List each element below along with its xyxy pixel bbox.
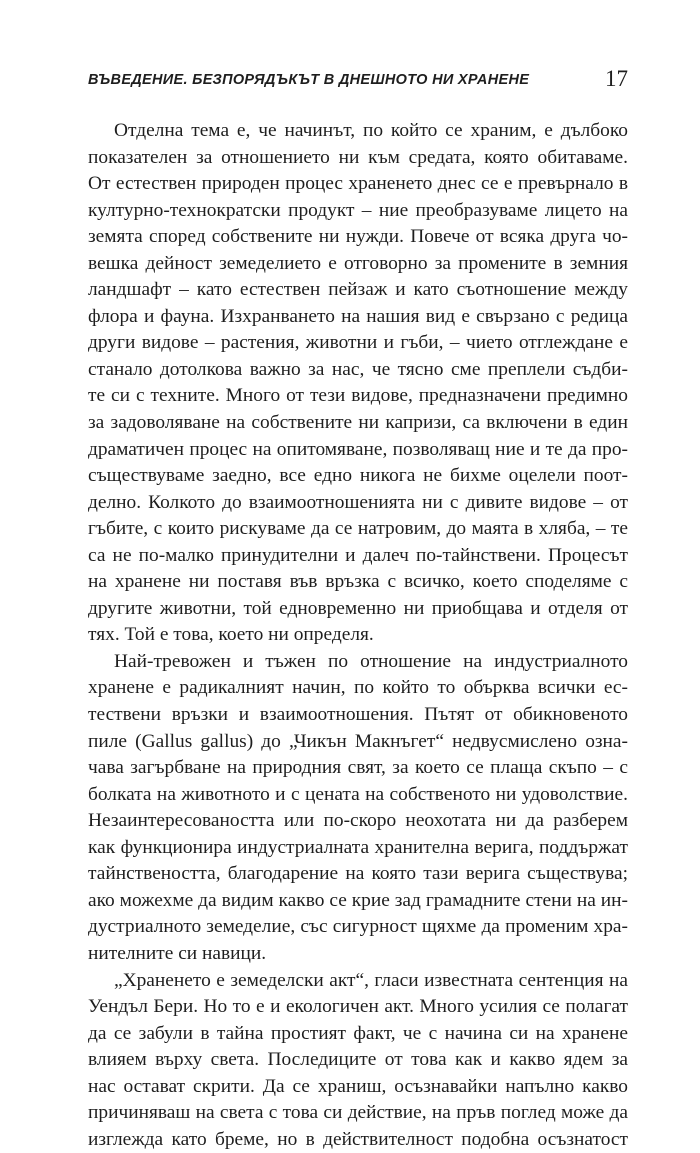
text-line: Най-тревожен и тъжен по отношение на индустриалното [88,649,628,676]
text-line: болката на животното и с цената на собственото ни удоволствие. [88,782,628,809]
body-text [88,118,628,1153]
text-line: други видове – растения, животни и гъби, – чието отглеждане е [88,330,628,357]
text-line: как функционира индустриалната хранителна верига, поддържат [88,835,628,862]
text-line: културно-технократски продукт – ние преобразуваме лицето на [88,198,628,225]
text-line: за задоволяване на собствените ни капризи, са включени в един [88,410,628,437]
text-line: станало дотолкова важно за нас, че тясно сме преплели съдби- [88,357,628,384]
text-line: пиле (Gallus gallus) до „Чикън Макнъгет“ недвусмислено озна- [88,729,628,756]
text-line: нас остават скрити. Да се храниш, осъзнавайки напълно какво [88,1074,628,1101]
paragraph [88,968,628,1153]
text-line: флора и фауна. Изхранването на нашия вид е свързано с редица [88,304,628,331]
running-header [88,64,628,104]
text-line: на хранене ни поставя във връзка с всичко, което споделяме с [88,569,628,596]
text-line: чава загърбване на природния свят, за което се плаща скъпо – с [88,755,628,782]
text-line: другите животни, той едновременно ни приобщава и отделя от [88,596,628,623]
text-line: съществуваме заедно, все едно никога не бихме оцелели поот- [88,463,628,490]
text-line: тях. Той е това, което ни определя. [88,622,628,649]
text-line: земята според собствените ни нужди. Повече от всяка друга чо- [88,224,628,251]
text-line: дустриалното земеделие, със сигурност щяхме да променим хра- [88,914,628,941]
text-line: делно. Колкото до взаимоотношенията ни с дивите видове – от [88,490,628,517]
text-line: Незаинтересоваността или по-скоро неохотата ни да разберем [88,808,628,835]
text-line: те си с техните. Много от тези видове, предназначени предимно [88,383,628,410]
text-line: да се забули в тайна простият факт, че с начина си на хранене [88,1021,628,1048]
page-number: 17 [605,66,628,92]
text-line: нителните си навици. [88,941,628,968]
text-line: гъбите, с които рискуваме да се натровим, до маята в хляба, – те [88,516,628,543]
text-line: изглежда като бреме, но в действителност подобна осъзнатост [88,1127,628,1153]
text-line: От естествен природен процес храненето днес се е превърнало в [88,171,628,198]
text-line: причиняваш на света с това си действие, на пръв поглед може да [88,1100,628,1127]
paragraph [88,118,628,649]
text-line: ако можехме да видим какво се крие зад грамадните стени на ин- [88,888,628,915]
text-line: Уендъл Бери. Но то е и екологичен акт. Много усилия се полагат [88,994,628,1021]
text-line: Отделна тема е, че начинът, по който се храним, е дълбоко [88,118,628,145]
text-line: са не по-малко принудителни и далеч по-тайнствени. Процесът [88,543,628,570]
text-line: тествени връзки и взаимоотношения. Пътят от обикновеното [88,702,628,729]
text-line: драматичен процес на опитомяване, позволяващ ние и те да про- [88,437,628,464]
running-title: ВЪВЕДЕНИЕ. БЕЗПОРЯДЪКЪТ В ДНЕШНОТО НИ ХРАНЕНЕ [88,72,529,88]
text-line: ландшафт – като естествен пейзаж и като съотношение между [88,277,628,304]
text-line: „Храненето е земеделски акт“, гласи известната сентенция на [88,968,628,995]
text-line: тайнствеността, благодарение на която тази верига съществува; [88,861,628,888]
text-line: вешка дейност земеделието е отговорно за промените в земния [88,251,628,278]
text-line: влияем върху света. Последиците от това как и какво ядем за [88,1047,628,1074]
text-line: показателен за отношението ни към средата, която обитаваме. [88,145,628,172]
text-line: хранене е радикалният начин, по който то обърква всички ес- [88,675,628,702]
paragraph [88,649,628,968]
